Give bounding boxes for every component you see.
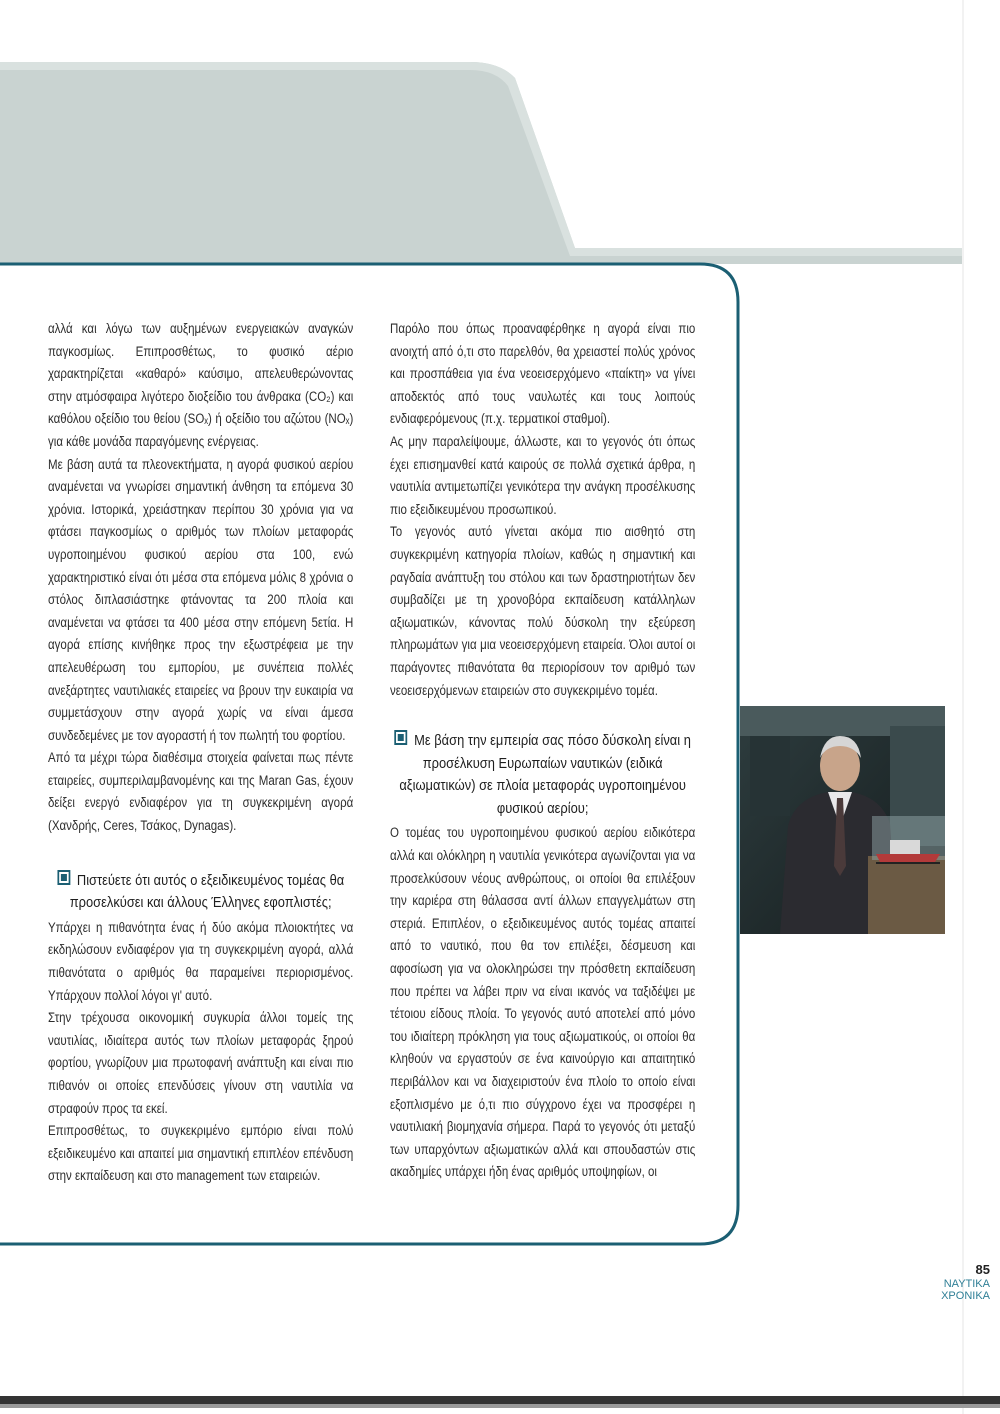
brand-line-1: ΝΑΥΤΙΚΑ — [943, 1278, 990, 1290]
left-column — [48, 318, 353, 1188]
left-paragraph-6: Επιπροσθέτως, το συγκεκριμένο εμπόριο είναι πολύ εξειδικευμένο και απαιτεί μια σημαντική επιπλέον επένδυση στην εκπαίδευση και στο management των εταιρειών. — [48, 1123, 354, 1184]
left-question — [48, 870, 353, 915]
left-question-text: Πιστεύετε ότι αυτός ο εξειδικευμένος τομέας θα προσελκύσει και άλλους Έλληνες εφοπλιστές; — [69, 871, 345, 912]
right-question-text: Με βάση την εμπειρία σας πόσο δύσκολη είναι η προσέλκυση Ευρωπαίων ναυτικών (ειδικά αξιωματικών) σε πλοία μεταφοράς υγροποιημένου φυσικού αερίου; — [399, 732, 691, 817]
right-question — [390, 730, 695, 820]
header-band — [0, 62, 962, 264]
left-paragraph-4: Υπάρχει η πιθανότητα ένας ή δύο ακόμα πλοιοκτήτες να εκδηλώσουν ενδιαφέρον για τη συγκεκριμένη αγορά, αλλά πιθανότατα ο αριθμός θα παραμείνει περιορισμένος. Υπάρχουν πολλοί λόγοι γι' αυτό. — [48, 919, 354, 1003]
right-paragraph-3: Το γεγονός αυτό γίνεται ακόμα πιο αισθητό στη συγκεκριμένη κατηγορία πλοίων, καθώς η σημαντική και ραγδαία ανάπτυξη του στόλου και των δραστηριοτήτων δεν συμβαδίζει με τη χρονοβόρα εκπαίδευση κατάλληλων αξιωματικών, κάνοντας πολύ δύσκολη την εξεύρεση πληρωμάτων για μια νεοεισερχόμενη εταιρεία. Όλοι αυτοί οι παράγοντες πιθανότατα θα περιορίσουν τον αριθμό των νεοεισερχόμενων εταιρειών στο συγκεκριμένο τομέα. — [390, 524, 696, 698]
left-paragraph-3: Από τα μέχρι τώρα διαθέσιμα στοιχεία φαίνεται πως πέντε εταιρείες, συμπεριλαμβανομένης και της Maran Gas, έχουν δείξει ενεργό ενδιαφέρον για τη συγκεκριμένη αγορά (Χανδρής, Ceres, Τσάκος, Dynagas). — [48, 750, 354, 834]
question-marker-icon — [57, 870, 70, 885]
left-paragraph-2: Με βάση αυτά τα πλεονεκτήματα, η αγορά φυσικού αερίου αναμένεται να γνωρίσει σημαντική άνθηση τα επόμενα 30 χρόνια. Ιστορικά, χρειάστηκαν περίπου 30 χρόνια για να φτάσει παγκοσμίως ο αριθμός των πλοίων μεταφοράς υγροποιημένου φυσικού αερίου στα 100, ενώ χαρακτηριστικό είναι ότι μέσα στα επόμενα μόλις 8 χρόνια ο στόλος διπλασιάστηκε φτάνοντας τα 200 πλοία και αναμένεται να φτάσει τα 400 μέσα στην επόμενη 5ετία. Η αγορά επίσης κινήθηκε προς την εξωστρέφεια με την απελευθέρωση του εμπορίου, με συνέπεια πολλές ανεξάρτητες ναυτιλιακές εταιρείες να βρουν την ευκαιρία να συμμετάσχουν στην αγορά χωρίς να είναι άμεσα συνδεδεμένες με τον αγοραστή ή τον πωλητή του φορτίου. — [48, 456, 354, 743]
left-paragraph-5: Στην τρέχουσα οικονομική συγκυρία άλλοι τομείς της ναυτιλίας, ιδιαίτερα αυτός των πλοίων μεταφοράς ξηρού φορτίου, γνωρίζουν μια πρωτοφανή ανάπτυξη και είναι πιο πιθανόν οι οποίες επενδύσεις γίνουν στη ναυτιλία να στραφούν προς τα εκεί. — [48, 1010, 354, 1116]
interviewee-photo-illustration — [740, 706, 945, 934]
magazine-brand — [880, 1278, 990, 1302]
page-number: 85 — [975, 1262, 990, 1277]
right-paragraph-2: Ας μην παραλείψουμε, άλλωστε, και το γεγονός ότι όπως έχει επισημανθεί κατά καιρούς σε πολλά σχετικά άρθρα, η ναυτιλία αντιμετωπίζει γενικότερα την ανάγκη προσέλκυσης πιο εξειδικευμένου προσωπικού. — [390, 433, 696, 517]
paper-edge-right — [962, 0, 1000, 1414]
question-marker-icon — [394, 730, 407, 745]
right-paragraph-1: Παρόλο που όπως προαναφέρθηκε η αγορά είναι πιο ανοιχτή από ό,τι στο παρελθόν, θα χρειαστεί πολύς χρόνος και προσπάθεια για ένα νεοεισερχόμενο «παίκτη» να γίνει αποδεκτός από τους ναυλωτές και τους λοιπούς ενδιαφερόμενους (π.χ. τερματικοί σταθμοί). — [390, 321, 696, 427]
interviewee-photo — [740, 706, 945, 934]
right-paragraph-4: Ο τομέας του υγροποιημένου φυσικού αερίου ειδικότερα αλλά και ολόκληρη η ναυτιλία γενικότερα αγωνίζονται για να προσελκύσουν νέους ανθρώπους, οι οποίοι θα επιλέξουν την καριέρα στη θάλασσα αντί άλλων επαγγελμάτων στη στεριά. Επιπλέον, ο εξειδικευμένος αυτός τομέας απαιτεί από το ναυτικό, που θα τον επιλέξει, δέσμευση και αφοσίωση για να ολοκληρώσει την πρόσθετη εκπαίδευση που πρέπει να λάβει πριν να είναι ικανός να ταξιδέψει με τέτοιου είδους πλοία. Το γεγονός αυτό αποτελεί από μόνο του ιδιαίτερη πρόκληση για τους αξιωματικούς, οι οποίοι θα κληθούν να εργαστούν σε ένα καινούργιο και απαιτητικό περιβάλλον και να διαχειριστούν ένα πλοίο το οποίο είναι εξοπλισμένο με ό,τι πιο σύγχρονο έχει να προσφέρει η ναυτιλιακή βιομηχανία σήμερα. Παρά το γεγονός ότι μεταξύ των υπαρχόντων αξιωματικών αλλά και σπουδαστών στις ακαδημίες υπάρχει ήδη ένας αριθμός υποψηφίων, οι — [390, 825, 696, 1180]
brand-line-2: ΧΡΟΝΙΚΑ — [941, 1290, 990, 1302]
bottom-strip-shadow — [0, 1404, 1000, 1408]
right-column — [390, 318, 695, 1184]
bottom-strip — [0, 1396, 1000, 1404]
left-paragraph-1: αλλά και λόγω των αυξημένων ενεργειακών αναγκών παγκοσμίως. Επιπροσθέτως, το φυσικό αέριο χαρακτηρίζεται «καθαρό» καύσιμο, απελευθερώνοντας στην ατμόσφαιρα λιγότερο διοξείδιο του άνθρακα (CO₂) και καθόλου οξείδιο του θείου (SOₓ) ή οξείδιο του αζώτου (NOₓ) για κάθε μονάδα παραγόμενης ενέργειας. — [48, 321, 354, 449]
